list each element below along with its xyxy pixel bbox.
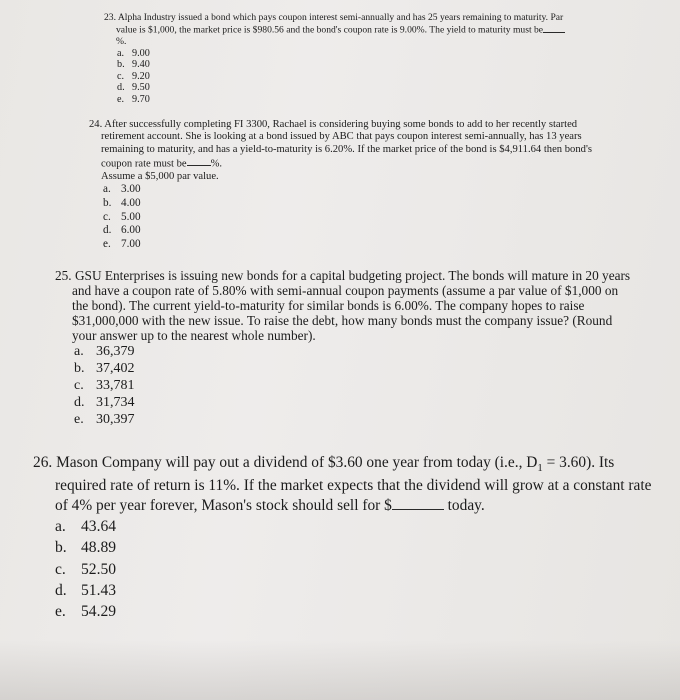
option-25-c[interactable] [74,378,635,395]
question-24 [89,119,594,252]
option-23-e[interactable] [117,94,574,106]
option-26-c[interactable] [55,559,658,580]
option-value: 6.00 [121,224,141,237]
option-23-b[interactable] [117,59,574,71]
option-value: 36,379 [96,344,135,360]
option-value: 4.00 [121,196,141,209]
question-26-text: 26. Mason Company will pay out a dividend of $3.60 one year from today (i.e., D [33,454,538,471]
option-23-d[interactable] [117,82,574,94]
option-26-d[interactable] [55,580,658,601]
option-letter: c. [117,70,125,82]
option-letter: d. [103,224,112,237]
option-23-a[interactable] [117,48,574,60]
option-26-a[interactable] [55,516,658,537]
question-26-end: today. [443,496,485,514]
question-24-unit: %. [210,158,223,170]
option-23-c[interactable] [117,71,574,83]
question-25-options [74,344,635,428]
option-24-c[interactable] [103,211,594,225]
option-letter: c. [103,210,111,223]
option-letter: d. [74,394,85,410]
option-letter: a. [55,518,66,536]
question-26-options [55,516,658,622]
question-24-assumption: Assume a $5,000 par value. [101,170,219,182]
question-23-options [117,48,574,106]
option-letter: c. [74,378,84,394]
option-value: 31,734 [96,394,135,410]
option-value: 54.29 [81,603,117,621]
option-24-a[interactable] [103,183,594,197]
question-25 [55,268,635,428]
option-24-d[interactable] [103,224,594,238]
answer-blank [392,495,444,510]
option-25-a[interactable] [74,344,635,361]
option-value: 9.00 [132,47,150,59]
option-24-b[interactable] [103,197,594,211]
option-value: 9.40 [132,59,150,71]
option-value: 9.50 [132,82,150,94]
option-25-b[interactable] [74,361,635,378]
question-23 [104,12,574,105]
page-shadow [0,640,680,700]
option-value: 9.70 [132,93,150,105]
option-value: 30,397 [96,411,135,427]
option-letter: d. [55,582,67,600]
question-24-stem [89,119,594,183]
question-23-text: 23. Alpha Industry issued a bond which pays coupon interest semi-annually and has 25 years remaining to maturity. Par value is $1,000, the market price is $980.56 and the bond's coupon rate is 9.00%. The yield to maturity must be [104,12,564,36]
option-value: 3.00 [121,183,141,196]
question-26-stem [33,454,658,514]
option-letter: a. [117,47,125,59]
option-value: 51.43 [81,582,117,600]
question-24-text: 24. After successfully completing FI 3300, Rachael is considering buying some bonds to add to her recently started retirement account. She is looking at a bond issued by ABC that pays coupon interest semi-annually, has 13 years remaining to maturity, and has a yield-to-maturity is 6.20%. If the market price of the bond is $4,911.64 then bond's coupon rate must be [89,119,592,170]
option-letter: c. [55,560,66,578]
option-value: 33,781 [96,378,135,394]
option-value: 7.00 [121,238,141,251]
option-letter: a. [74,344,84,360]
option-26-b[interactable] [55,537,658,558]
option-letter: e. [103,238,111,251]
option-24-e[interactable] [103,238,594,252]
dividend-subscript: 1 [537,462,543,475]
question-26 [33,454,658,623]
answer-blank [543,23,565,33]
question-25-stem: 25. GSU Enterprises is issuing new bonds for a capital budgeting project. The bonds will mature in 20 years and have a coupon rate of 5.80% with semi-annual coupon payments (assume a par value of $1,000 on the bond). The current yield-to-maturity for similar bonds is 6.00%. The company hopes to raise $31,000,000 with the new issue. To raise the debt, how many bonds must the company issue? (Round your answer up to the nearest whole number). [55,268,631,344]
option-letter: b. [55,539,67,557]
option-value: 37,402 [96,361,135,377]
option-letter: e. [55,603,66,621]
question-26-text-cont: = 3.60). Its required rate of return is 11%. If the market expects that the dividend will grow at a constant rate of 4% per year forever, Mason's stock should sell for $ [55,454,652,514]
option-letter: b. [74,361,85,377]
option-letter: a. [103,183,111,196]
option-value: 48.89 [81,539,117,557]
option-letter: b. [117,59,125,71]
option-letter: b. [103,196,112,209]
option-letter: e. [74,411,84,427]
option-value: 5.00 [121,210,141,223]
answer-blank [187,156,211,167]
option-25-d[interactable] [74,395,635,412]
option-value: 43.64 [81,518,117,536]
option-value: 52.50 [81,560,117,578]
option-26-e[interactable] [55,601,658,622]
option-25-e[interactable] [74,412,635,429]
question-23-stem [104,12,574,48]
question-23-unit: %. [116,36,127,48]
option-letter: d. [117,82,125,94]
option-value: 9.20 [132,70,150,82]
question-24-options [103,183,594,252]
option-letter: e. [117,93,125,105]
